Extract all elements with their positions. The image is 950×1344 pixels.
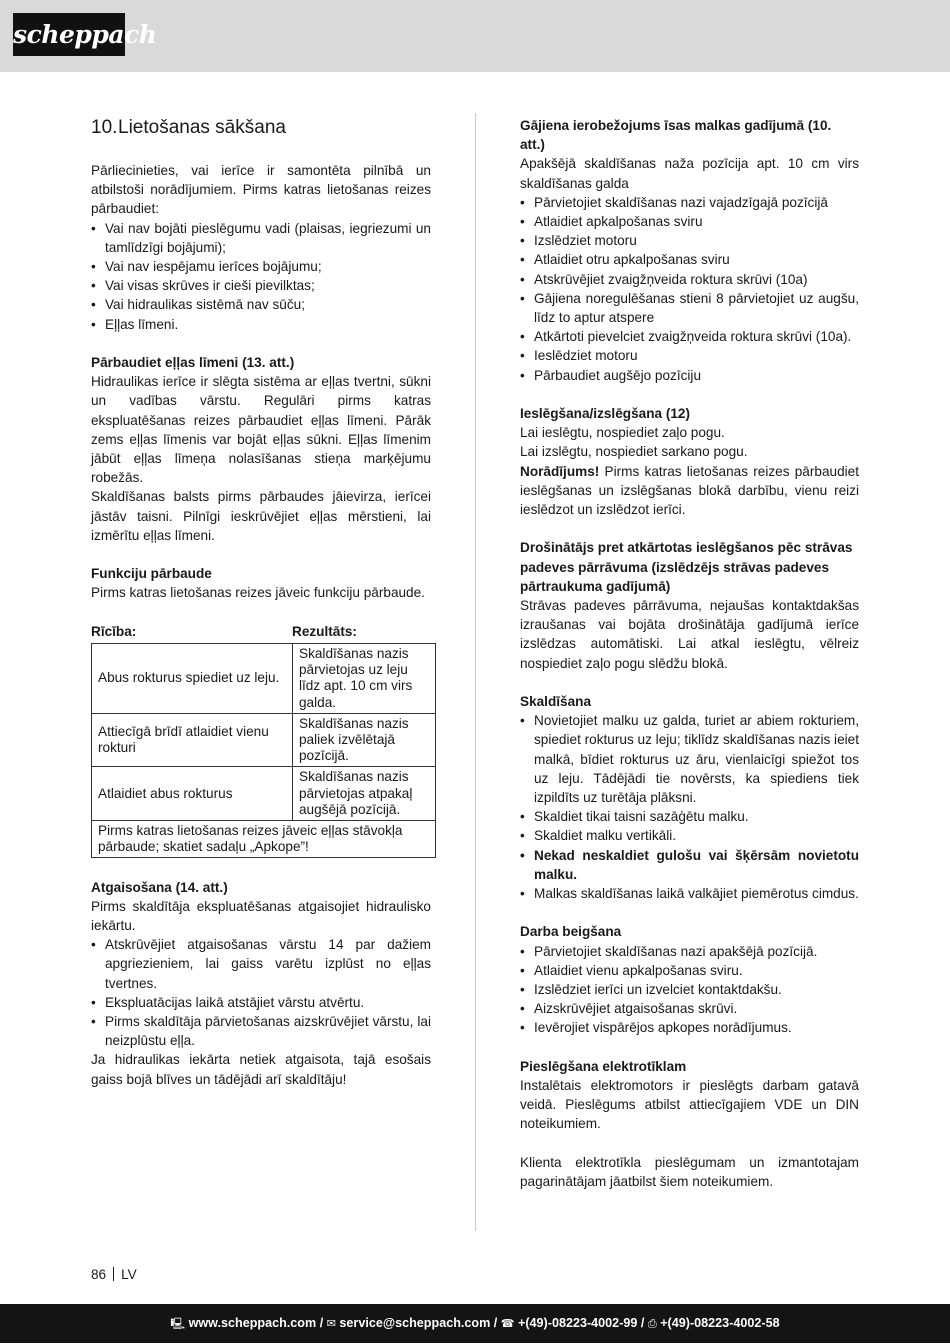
language-code: LV [121,1267,137,1282]
footer-slash: / [319,1316,324,1330]
list-item: • Ekspluatācijas laikā atstājiet vārstu atvērtu. [91,993,431,1012]
power-connection-paragraph: Instalētais elektromotors ir pieslēgts darbam gatavā veidā. Pieslēgums atbilst attiecīgajiem VDE un DIN noteikumiem. [520,1078,859,1132]
list-item: • Izslēdziet motoru [520,231,859,250]
list-item: • Aizskrūvējiet atgaisošanas skrūvi. [520,999,859,1018]
list-item: • Atskrūvējiet zvaigžņveida roktura skrūvi (10a) [520,270,859,289]
fax-icon: ⎙ [647,1318,657,1330]
section-number: 10. [91,117,118,138]
on-off-note [520,462,859,520]
footer-slash: / [640,1316,645,1330]
list-item: • Atlaidiet vienu apkalpošanas sviru. [520,961,859,980]
list-item: • Ieslēdziet motoru [520,346,859,365]
table-cell-result: Skaldīšanas nazis pārvietojas uz leju līdz apt. 10 cm virs galda. [293,644,436,714]
header-band [0,0,950,72]
power-connection-heading: Pieslēgšana elektrotīklam [520,1058,687,1074]
stroke-limit-heading: Gājiena ierobežojums īsas malkas gadījumā (10. att.) [520,118,832,153]
list-item: • Skaldiet tikai taisni sazāģētu malku. [520,807,859,826]
oil-level-paragraph: Hidraulikas ierīce ir slēgta sistēma ar eļļas tvertni, sūkni un vadības vārstu. Regulāri pirms katras ekspluatēšanas reizes pārbaudiet eļļas līmeni. Pārāk zems eļļas līmenis var bojāt eļļas sūkni. Eļļas līmenim jābūt eļļas līmeņa nolasīšanas stieņa marķējumu robežās. [91,374,431,486]
list-item-warning: • Nekad neskaldiet gulošu vai šķērsām novietotu malku. [520,846,859,884]
table-cell-action: Abus rokturus spiediet uz leju. [92,644,293,714]
function-check-table [91,643,436,858]
table-header [91,622,431,641]
stroke-limit-intro: Apakšējā skaldīšanas naža pozīcija apt. 10 cm virs skaldīšanas galda [520,156,859,191]
contact-footer-band [0,1304,950,1343]
table-note: Pirms katras lietošanas reizes jāveic eļļas stāvokļa pārbaude; skatiet sadaļu „Apkope”! [92,821,436,858]
computer-icon: 🖳 [170,1318,186,1330]
list-item: • Vai nav iespējamu ierīces bojājumu; [91,257,431,276]
oil-level-paragraph-2: Skaldīšanas balsts pirms pārbaudes jāievirza, ierīcei jāstāv taisni. Pilnīgi ieskrūvējiet eļļas mērstieni, lai izmērītu eļļas līmeni. [91,489,431,543]
section-title [91,116,431,140]
brand-logo: scheppach [13,13,125,56]
list-item: • Vai hidraulikas sistēmā nav sūču; [91,295,431,314]
list-item: • Ievērojiet vispārējos apkopes norādījumus. [520,1018,859,1037]
footer-separator [113,1267,114,1281]
on-off-heading: Ieslēgšana/izslēgšana (12) [520,406,691,422]
list-item: • Malkas skaldīšanas laikā valkājiet piemērotus cimdus. [520,884,859,903]
oil-level-heading: Pārbaudiet eļļas līmeni (13. att.) [91,355,295,371]
table-row [92,644,436,714]
intro-paragraph: Pārliecinieties, vai ierīce ir samontēta pilnībā un atbilstoši norādījumiem. Pirms katras lietošanas reizes pārbaudiet: [91,163,431,217]
table-row [92,713,436,767]
on-off-line-1: Lai ieslēgtu, nospiediet zaļo pogu. [520,425,725,441]
on-off-line-2: Lai izslēgtu, nospiediet sarkano pogu. [520,444,748,460]
list-item: • Atskrūvējiet atgaisošanas vārstu 14 par dažiem apgriezieniem, lai gaiss varētu izplūst no eļļas tvertnes. [91,935,431,993]
mail-icon: ✉ [326,1318,336,1330]
list-item: • Novietojiet malku uz galda, turiet ar abiem rokturiem, spiediet rokturus uz leju; tiklīdz skaldīšanas nazis ieiet malkā, bīdiet rokturus uz āru, vienlaicīgi spiežot tos uz leju. Tādējādi tie novērsts, ka spiediens tiek izpildīts uz turētāja plāksni. [520,711,859,807]
list-item: • Eļļas līmeni. [91,315,431,334]
work-end-list [520,942,859,1038]
power-connection-paragraph-2: Klienta elektrotīkla pieslēgumam un izmantotajam pagarinātājam jāatbilst šiem noteikumiem. [520,1154,859,1190]
table-cell-result: Skaldīšanas nazis pārvietojas atpakaļ augšējā pozīcijā. [293,767,436,821]
list-item: • Pirms skaldītāja pārvietošanas aizskrūvējiet vārstu, lai neizplūstu eļļa. [91,1012,431,1050]
list-item: • Pārvietojiet skaldīšanas nazi vajadzīgajā pozīcijā [520,193,859,212]
phone-icon: ☎ [500,1318,515,1330]
table-cell-action: Attiecīgā brīdī atlaidiet vienu rokturi [92,713,293,767]
list-item: • Izslēdziet ierīci un izvelciet kontaktdakšu. [520,980,859,999]
venting-heading: Atgaisošana (14. att.) [91,879,228,895]
intro-checklist [91,219,431,334]
table-row [92,821,436,858]
website-link[interactable]: www.scheppach.com [188,1316,317,1330]
column-divider [475,113,476,1231]
list-item: • Vai nav bojāti pieslēgumu vadi (plaisas, iegriezumi un tamlīdzīgi bojājumi); [91,219,431,257]
stroke-limit-list [520,193,859,385]
footer-slash: / [493,1316,498,1330]
list-item: • Atkārtoti pievelciet zvaigžņveida roktura skrūvi (10a). [520,327,859,346]
phone-number: +(49)-08223-4002-99 [518,1316,638,1330]
note-label: Norādījums! [520,463,600,479]
splitting-list [520,711,859,903]
column-header-action: Rīcība: [91,623,137,639]
restart-protection-heading: Drošinātājs pret atkārtotas ieslēgšanos pēc strāvas padeves pārrāvuma (izslēdzējs strāvas padeves pārtraukuma gadījumā) [520,540,853,594]
venting-list [91,935,431,1050]
function-check-paragraph: Pirms katras lietošanas reizes jāveic funkciju pārbaude. [91,585,425,601]
note-text: Pirms katras lietošanas reizes pārbaudiet ieslēgšanas un izslēgšanas blokā darbību, vienu reizi ieslēdzot un izslēdzot ierīci. [520,463,859,518]
email-link[interactable]: service@scheppach.com [339,1316,491,1330]
page-footer-info [91,1265,137,1284]
column-header-result: Rezultāts: [292,623,357,639]
splitting-heading: Skaldīšana [520,694,592,710]
venting-warning: Ja hidraulikas iekārta netiek atgaisota, tajā esošais gaiss bojā blīves un tādējādi arī skaldītāju! [91,1052,431,1087]
list-item: • Atlaidiet apkalpošanas sviru [520,212,859,231]
function-check-heading: Funkciju pārbaude [91,566,212,582]
fax-number: +(49)-08223-4002-58 [660,1316,780,1330]
table-cell-action: Atlaidiet abus rokturus [92,767,293,821]
left-column [91,116,431,1089]
right-column [520,116,859,1191]
table-cell-result: Skaldīšanas nazis paliek izvēlētajā pozīcijā. [293,713,436,767]
list-item: • Pārvietojiet skaldīšanas nazi apakšējā pozīcijā. [520,942,859,961]
table-row [92,767,436,821]
section-title-text: Lietošanas sākšana [118,117,286,138]
list-item: • Skaldiet malku vertikāli. [520,826,859,845]
restart-protection-paragraph: Strāvas padeves pārrāvuma, nejaušas kontaktdakšas izraušanas vai bojāta drošinātāja gadījumā ierīce izslēdzas automātiski. Lai atkal ieslēgtu, vēlreiz nospiediet zaļo pogu slēdžu blokā. [520,598,859,671]
list-item: • Pārbaudiet augšējo pozīciju [520,366,859,385]
venting-intro: Pirms skaldītāja ekspluatēšanas atgaisojiet hidraulisko iekārtu. [91,898,431,934]
work-end-heading: Darba beigšana [520,924,622,940]
list-item: • Vai visas skrūves ir cieši pievilktas; [91,276,431,295]
page-number: 86 [91,1267,107,1282]
list-item: • Gājiena noregulēšanas stieni 8 pārvietojiet uz augšu, līdz to aptur atspere [520,289,859,327]
list-item: • Atlaidiet otru apkalpošanas sviru [520,250,859,269]
